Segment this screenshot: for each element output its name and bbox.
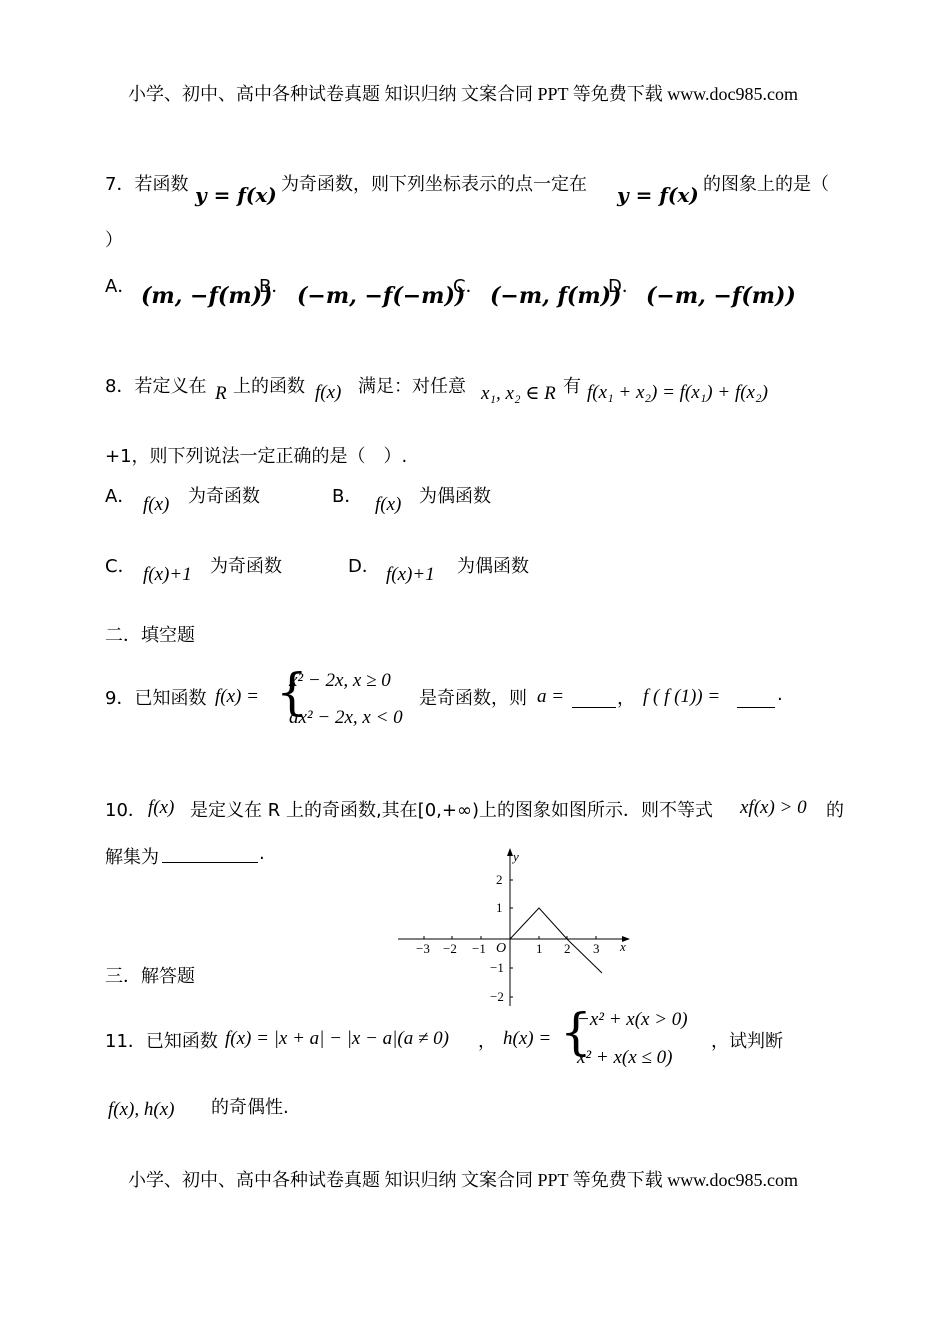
q8-option-b-fx: f(x)	[375, 494, 402, 515]
q7-option-b-value: (−m, −f(−m))	[297, 283, 466, 309]
q7-option-b-label: B．	[259, 276, 290, 297]
x-tick-label: 3	[593, 941, 600, 956]
q10-text-3: 的	[826, 800, 844, 821]
q8-option-a-fx: f(x)	[143, 494, 170, 515]
x-tick-label: 1	[536, 941, 543, 956]
q9-ff: f ( f (1)) =	[643, 686, 721, 707]
q9-case-2: ax² − 2x, x < 0	[289, 707, 403, 728]
q7-text-1: 7．若函数	[105, 174, 189, 195]
q8-option-d-label: D．	[348, 556, 380, 577]
q9-fx: f(x) =	[215, 686, 259, 707]
x-tick-label: −3	[416, 941, 430, 956]
q8-set-r: R	[215, 383, 227, 404]
q10-line-2: 解集为	[105, 847, 159, 868]
q11-case-1: −x² + x(x > 0)	[577, 1009, 688, 1030]
q7-option-c-label: C．	[453, 276, 484, 297]
q8-text-2: 上的函数	[233, 376, 305, 397]
q9-a-eq: a =	[537, 686, 565, 707]
q10-text-2: 是定义在 R 上的奇函数,其在[0,+∞)上的图象如图所示．则不等式	[190, 800, 713, 821]
q10-answer-blank	[162, 844, 258, 863]
page-header: 小学、初中、高中各种试卷真题 知识归纳 文案合同 PPT 等免费下载 www.doc985.com	[128, 84, 798, 104]
q9-case-1: x² − 2x, x ≥ 0	[289, 670, 391, 691]
q7-option-d-label: D．	[608, 276, 640, 297]
q11-fx: f(x) = |x + a| − |x − a|(a ≠ 0)	[225, 1028, 449, 1049]
q11-text-1: 11．已知函数	[105, 1031, 218, 1052]
q11-text-2: ，试判断	[711, 1031, 783, 1052]
q10-fx: f(x)	[148, 797, 175, 818]
y-tick-label: 2	[496, 872, 503, 887]
x-tick-label: −1	[472, 941, 486, 956]
function-curve	[510, 908, 602, 973]
q10-inequality: xf(x) > 0	[740, 797, 807, 818]
q7-close-paren: ）	[105, 230, 123, 251]
q9-text-2: 是奇函数，则	[419, 688, 527, 709]
q11-line-2: 的奇偶性.	[211, 1097, 289, 1118]
q9-blank-a	[572, 689, 616, 708]
q8-xs: x₁, x₂ ∈ R	[481, 383, 556, 404]
q10-period: .	[259, 843, 265, 864]
q9-comma: ，	[617, 688, 635, 709]
q11-case-2: x² + x(x ≤ 0)	[577, 1047, 673, 1068]
q7-option-d-value: (−m, −f(m))	[646, 283, 796, 309]
q8-option-a-label: A．	[105, 486, 136, 507]
y-axis-label: y	[513, 849, 519, 864]
q7-option-a-value: (m, −f(m))	[141, 283, 273, 309]
q9-period: .	[777, 684, 783, 705]
q10-number: 10．	[105, 800, 146, 821]
q8-option-d-fx: f(x)+1	[386, 564, 435, 585]
y-tick-label: −1	[490, 960, 504, 975]
q8-option-c-fx: f(x)+1	[143, 564, 192, 585]
q9-text-1: 9．已知函数	[105, 688, 207, 709]
q8-option-b-text: 为偶函数	[419, 486, 491, 507]
x-tick-label: 2	[564, 941, 571, 956]
q10-function-graph	[398, 848, 634, 1010]
q8-option-d-text: 为偶函数	[457, 556, 529, 577]
y-tick-label: 1	[496, 900, 503, 915]
q7-formula-1: y = f(x)	[195, 183, 277, 207]
y-tick-label: −2	[490, 989, 504, 1004]
q8-option-c-text: 为奇函数	[210, 556, 282, 577]
q7-text-3: 的图象上的是（	[703, 174, 829, 195]
q8-option-b-label: B．	[332, 486, 363, 507]
x-tick-label: −2	[443, 941, 457, 956]
q11-left-brace: {	[560, 1003, 592, 1061]
q7-option-c-value: (−m, f(m))	[490, 283, 622, 309]
q8-text-3: 满足：对任意	[358, 376, 466, 397]
page-footer: 小学、初中、高中各种试卷真题 知识归纳 文案合同 PPT 等免费下载 www.doc985.com	[128, 1170, 798, 1190]
q8-equation: f(x₁ + x₂) = f(x₁) + f(x₂)	[587, 382, 768, 403]
x-axis-label: x	[620, 939, 626, 954]
q9-blank-ff	[737, 689, 775, 708]
q7-text-2: 为奇函数，则下列坐标表示的点一定在	[281, 174, 587, 195]
q7-formula-2: y = f(x)	[617, 183, 699, 207]
q9-left-brace: {	[276, 663, 308, 721]
q8-text-4: 有	[563, 376, 581, 397]
q7-option-a-label: A．	[105, 276, 136, 297]
q8-line-2: +1，则下列说法一定正确的是（ ）.	[105, 446, 408, 467]
q11-comma: ，	[478, 1031, 496, 1052]
q8-option-a-text: 为奇函数	[188, 486, 260, 507]
section-fill-in-blank-title: 二．填空题	[105, 625, 195, 646]
section-answer-title: 三．解答题	[105, 966, 195, 987]
origin-label: O	[496, 941, 507, 956]
q8-option-c-label: C．	[105, 556, 136, 577]
q8-fx: f(x)	[315, 382, 342, 403]
q8-text-1: 8．若定义在	[105, 376, 207, 397]
q11-fx-hx: f(x), h(x)	[108, 1099, 175, 1120]
q11-hx: h(x) =	[503, 1028, 552, 1049]
